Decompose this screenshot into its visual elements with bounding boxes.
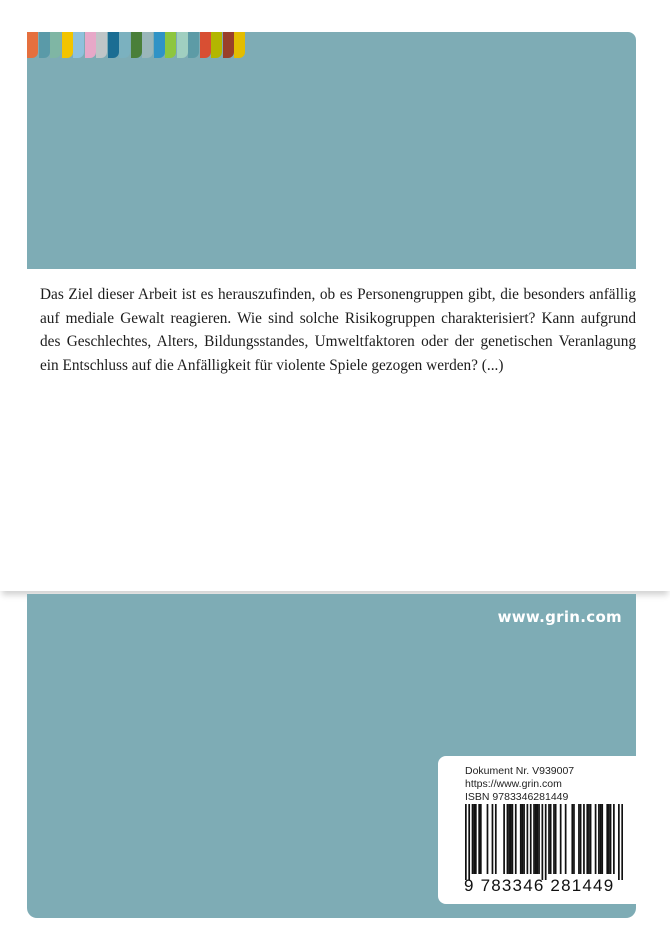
color-stripe (200, 32, 211, 58)
barcode-bar (565, 804, 567, 874)
barcode-bar (537, 804, 539, 874)
barcode-bar (465, 804, 467, 880)
barcode-digits: 9 783346 281449 (464, 876, 615, 895)
barcode-bar (601, 804, 603, 874)
color-stripe (27, 32, 38, 58)
barcode-bar (533, 804, 535, 874)
barcode-bar (508, 804, 510, 874)
barcode-bar (550, 804, 552, 874)
color-stripe (131, 32, 142, 58)
color-stripes (27, 32, 246, 58)
barcode-bar (586, 804, 588, 874)
barcode-bar (560, 804, 562, 874)
barcode-bar (588, 804, 590, 874)
barcode-bar (583, 804, 585, 874)
barcode-bar (571, 804, 573, 874)
publisher-url: https://www.grin.com (465, 778, 562, 790)
barcode-bar (553, 804, 555, 874)
barcode-bar (468, 804, 470, 880)
barcode-bar (503, 804, 505, 874)
color-stripe (73, 32, 84, 58)
abstract-text: Das Ziel dieser Arbeit ist es herauszufinden, ob es Personengruppen gibt, die besonders anfällig auf mediale Gewalt reagieren. Wie sind solche Risikogruppen charakterisiert? Kann aufgrund des Geschlechtes, Alters, Bildungsstandes, Umweltfaktoren oder der genetischen Veranlagung ein Entschluss auf die Anfälligkeit für violente Spiele gezogen werden? (...) (40, 286, 636, 374)
barcode-bar (487, 804, 489, 874)
color-stripe (188, 32, 199, 58)
color-stripe (62, 32, 73, 58)
color-stripe (39, 32, 50, 58)
barcode-bar (480, 804, 482, 874)
barcode-bar (542, 804, 544, 880)
barcode-bar (613, 804, 615, 874)
barcode-bar (545, 804, 547, 880)
barcode-bar (495, 804, 497, 874)
info-box (438, 756, 636, 904)
barcode-bar (606, 804, 608, 874)
barcode-bar (523, 804, 525, 874)
barcode-bar (475, 804, 477, 874)
color-stripe (142, 32, 153, 58)
barcode-bar (512, 804, 514, 874)
barcode-bar (598, 804, 600, 874)
barcode-bar (530, 804, 532, 874)
barcode-bar (520, 804, 522, 874)
color-stripe (154, 32, 165, 58)
document-number: Dokument Nr. V939007 (465, 765, 575, 777)
barcode-bar (510, 804, 512, 874)
isbn-label: ISBN 9783346281449 (465, 791, 569, 803)
color-stripe (108, 32, 119, 58)
color-stripe (234, 32, 245, 58)
barcode-bar (608, 804, 610, 874)
barcode-bar (578, 804, 580, 874)
barcode-bar (621, 804, 623, 880)
barcode-bar (515, 804, 517, 874)
color-stripe (50, 32, 61, 58)
barcode-bar (590, 804, 592, 874)
barcode-bar (492, 804, 494, 874)
barcode-bar (580, 804, 582, 874)
barcode-bar (555, 804, 557, 874)
barcode-bar (527, 804, 529, 874)
barcode-bar (478, 804, 480, 874)
color-stripe (211, 32, 222, 58)
barcode-bar (600, 804, 602, 874)
color-stripe (119, 32, 130, 58)
color-stripe (177, 32, 188, 58)
top-cover-panel (27, 32, 636, 269)
color-stripe (96, 32, 107, 58)
barcode-bar (548, 804, 550, 874)
barcode-bar (538, 804, 540, 874)
color-stripe (223, 32, 234, 58)
barcode-bar (472, 804, 474, 874)
color-stripe (85, 32, 96, 58)
barcode-bar (618, 804, 620, 880)
barcode-bar (507, 804, 509, 874)
barcode-bar (595, 804, 597, 874)
isbn-barcode (465, 804, 623, 880)
barcode-bar (473, 804, 475, 874)
barcode-bar (535, 804, 537, 874)
barcode-bar (573, 804, 575, 874)
color-stripe (165, 32, 176, 58)
website-label: www.grin.com (497, 608, 622, 626)
barcode-bar (522, 804, 524, 874)
barcode-bar (610, 804, 612, 874)
